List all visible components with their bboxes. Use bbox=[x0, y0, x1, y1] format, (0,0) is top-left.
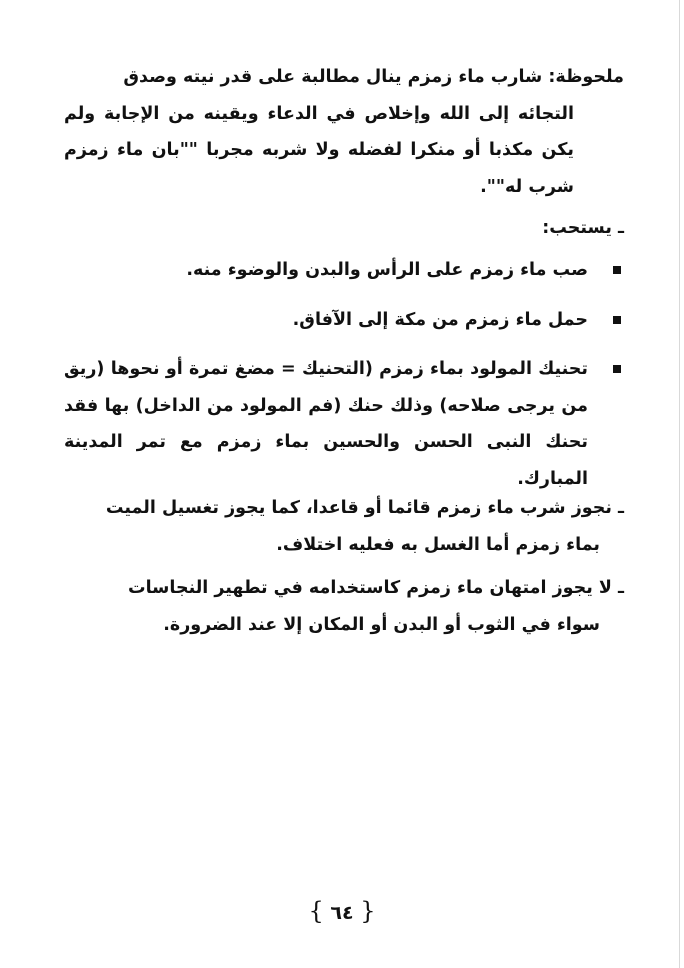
brace-left: } bbox=[308, 897, 324, 925]
list-item bbox=[64, 302, 624, 339]
prohibition-paragraph bbox=[64, 570, 624, 643]
paragraph-continuation: بماء زمزم أما الغسل به فعليه اختلاف. bbox=[276, 534, 600, 555]
paragraph-first-line: ـ لا يجوز امتهان ماء زمزم كاستخدامه في تطهير النجاسات bbox=[128, 578, 624, 598]
page-number-text: ٦٤ bbox=[330, 902, 354, 924]
paragraph-continuation: سواء في الثوب أو البدن أو المكان إلا عند الضرورة. bbox=[163, 614, 600, 635]
note-label: ملحوظة: bbox=[548, 67, 624, 87]
paragraph-first-line: ـ نجوز شرب ماء زمزم قائما أو قاعدا، كما يجوز تغسيل الميت bbox=[105, 498, 624, 518]
square-bullet-icon bbox=[613, 365, 621, 373]
note-line1: شارب ماء زمزم ينال مطالبة على قدر نيته وصدق bbox=[123, 67, 543, 87]
note-paragraph bbox=[64, 59, 624, 205]
list-item-text: صب ماء زمزم على الرأس والبدن والوضوء منه. bbox=[186, 260, 588, 280]
list-item-text: تحنيك المولود بماء زمزم (التحنيك = مضغ تمرة أو نحوها (ريق من يرجى صلاحه) وذلك حنك (فم المولود من الداخل) بها فقد تحنك النبى الحسن والحسين بماء زمزم مع تمر المدينة المبارك. bbox=[64, 359, 588, 489]
section-heading: ـ يستحب: bbox=[542, 218, 624, 238]
permission-paragraph bbox=[64, 490, 624, 563]
scan-edge-line bbox=[679, 0, 680, 968]
square-bullet-icon bbox=[613, 316, 621, 324]
note-continuation: التجائه إلى الله وإخلاص في الدعاء ويقينه من الإجابة ولم يكن مكذبا أو منكرا لفضله ولا شربه مجربا ""بان ماء زمزم شرب له"". bbox=[64, 103, 574, 197]
recommended-list bbox=[64, 252, 624, 497]
brace-right: { bbox=[360, 897, 376, 925]
note-first-line bbox=[64, 59, 624, 96]
list-item bbox=[64, 351, 624, 497]
square-bullet-icon bbox=[613, 266, 621, 274]
list-item-text: حمل ماء زمزم من مكة إلى الآفاق. bbox=[292, 309, 588, 330]
list-item bbox=[64, 252, 624, 289]
page-number bbox=[0, 896, 684, 928]
